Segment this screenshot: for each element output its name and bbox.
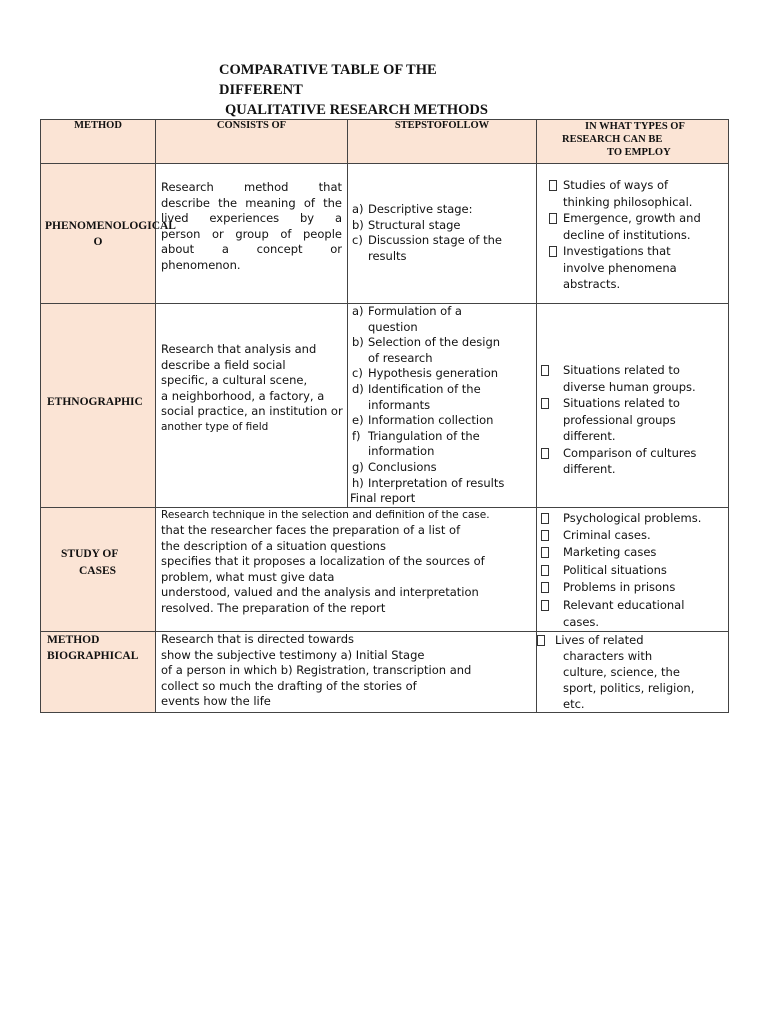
list-item: Marketing cases — [537, 544, 718, 561]
list-item: a) Descriptive stage: — [352, 202, 473, 216]
list-item: Emergence, growth and decline of institutions. — [537, 210, 703, 243]
consists-line: understood, valued and the analysis and interpretation — [161, 585, 479, 600]
header-method: METHOD — [41, 120, 156, 164]
list-item: b) Structural stage — [352, 217, 461, 232]
list-item: a) Formulation of a question — [352, 304, 462, 334]
table-row — [41, 632, 729, 713]
consists-line: lived experiences by a — [161, 211, 342, 225]
header-types-line-1: IN WHAT TYPES OF — [585, 121, 685, 132]
list-item: Lives of related characters with culture, science, the sport, politics, religion, etc. — [537, 632, 698, 712]
method-cell — [41, 304, 156, 508]
method-name-cont: BIOGRAPHICAL — [47, 650, 139, 663]
title-line-2: QUALITATIVE RESEARCH METHODS — [225, 102, 488, 118]
consists-line: the description of a situation questions — [161, 538, 386, 553]
list-item: g) Conclusions — [352, 459, 437, 474]
consists-line: Research method that — [161, 180, 342, 194]
header-steps: STEPSTOFOLLOW — [348, 120, 537, 164]
consists-line: problem, what must give data — [161, 569, 335, 584]
consists-cell — [156, 304, 348, 508]
consists-line: describe the meaning of the — [161, 195, 342, 210]
consists-line: events how the life — [161, 694, 271, 709]
consists-line: specific, a cultural scene, — [161, 373, 308, 387]
list-item: Relevant educational cases. — [537, 597, 718, 632]
method-name: METHOD — [47, 634, 100, 647]
consists-cell — [156, 632, 537, 713]
consists-line: specifies that it proposes a localization of the sources of — [161, 554, 485, 569]
list-item: Situations related to professional groups different. — [537, 395, 703, 445]
method-name: STUDY OF — [61, 547, 119, 560]
consists-line: collect so much the drafting of the stories of — [161, 678, 417, 693]
consists-line: describe a field social — [161, 357, 286, 372]
types-cell — [537, 164, 729, 304]
consists-line: a neighborhood, a factory, a — [161, 388, 325, 403]
consists-cell — [156, 507, 537, 632]
consists-line: of a person in which b) Registration, transcription and — [161, 663, 472, 678]
list-item: d) Identification of the informants — [352, 381, 481, 412]
method-name: ETHNOGRAPHIC — [47, 396, 143, 408]
list-item: b) Selection of the design of research — [352, 335, 501, 365]
title-line-1: COMPARATIVE TABLE OF THE DIFFERENT — [219, 62, 437, 98]
list-item: c) Hypothesis generation — [352, 366, 499, 381]
consists-line: Research that is directed towards — [161, 632, 354, 647]
header-types-line-3: TO EMPLOY — [607, 147, 671, 158]
method-name-cont: CASES — [79, 564, 117, 577]
method-name-cont: O — [93, 236, 103, 248]
comparison-table — [40, 119, 729, 713]
header-types-line-2: RESEARCH CAN BE — [562, 134, 663, 145]
consists-line: social practice, an institution or — [161, 404, 343, 418]
types-cell — [537, 304, 729, 508]
consists-line: show the subjective testimony a) Initial Stage — [161, 647, 425, 662]
list-item: e) Information collection — [352, 413, 494, 428]
list-item: Problems in prisons — [537, 579, 718, 596]
table-row — [41, 164, 729, 304]
consists-line: that the researcher faces the preparation of a list of — [161, 523, 461, 538]
list-item: Criminal cases. — [537, 527, 718, 544]
consists-line: phenomenon. — [161, 257, 241, 272]
list-item: Comparison of cultures different. — [537, 445, 703, 478]
consists-cell — [156, 164, 348, 304]
steps-cell — [348, 164, 537, 304]
list-item: Studies of ways of thinking philosophical. — [537, 177, 703, 210]
list-item: f) Triangulation of the information — [352, 428, 480, 459]
types-cell — [537, 632, 729, 713]
header-consists-of: CONSISTS OF — [156, 120, 348, 164]
document-title — [205, 60, 505, 120]
consists-line: another type of field — [161, 420, 269, 433]
list-item: c) Discussion stage of the results — [352, 233, 503, 263]
consists-line: person or group of people — [161, 226, 342, 241]
types-cell — [537, 507, 729, 632]
consists-line: resolved. The preparation of the report — [161, 600, 386, 615]
method-cell — [41, 632, 156, 713]
method-cell — [41, 507, 156, 632]
list-item: Investigations that involve phenomena abstracts. — [537, 243, 703, 293]
consists-line: Research technique in the selection and definition of the case. — [161, 508, 490, 521]
header-types — [537, 120, 729, 164]
list-item: Situations related to diverse human groups. — [537, 362, 703, 395]
list-item: Psychological problems. — [537, 510, 718, 527]
list-item: h) Interpretation of results — [352, 475, 505, 490]
steps-cell — [348, 304, 537, 508]
header-row — [41, 120, 729, 164]
table-row — [41, 304, 729, 508]
steps-tail: Final report — [350, 491, 416, 506]
method-cell — [41, 164, 176, 304]
consists-line: Research that analysis and — [161, 342, 317, 356]
table-row — [41, 507, 729, 632]
consists-line: about a concept or — [161, 242, 342, 256]
list-item: Political situations — [537, 562, 718, 579]
method-name: PHENOMENOLOGICAL — [45, 220, 176, 232]
